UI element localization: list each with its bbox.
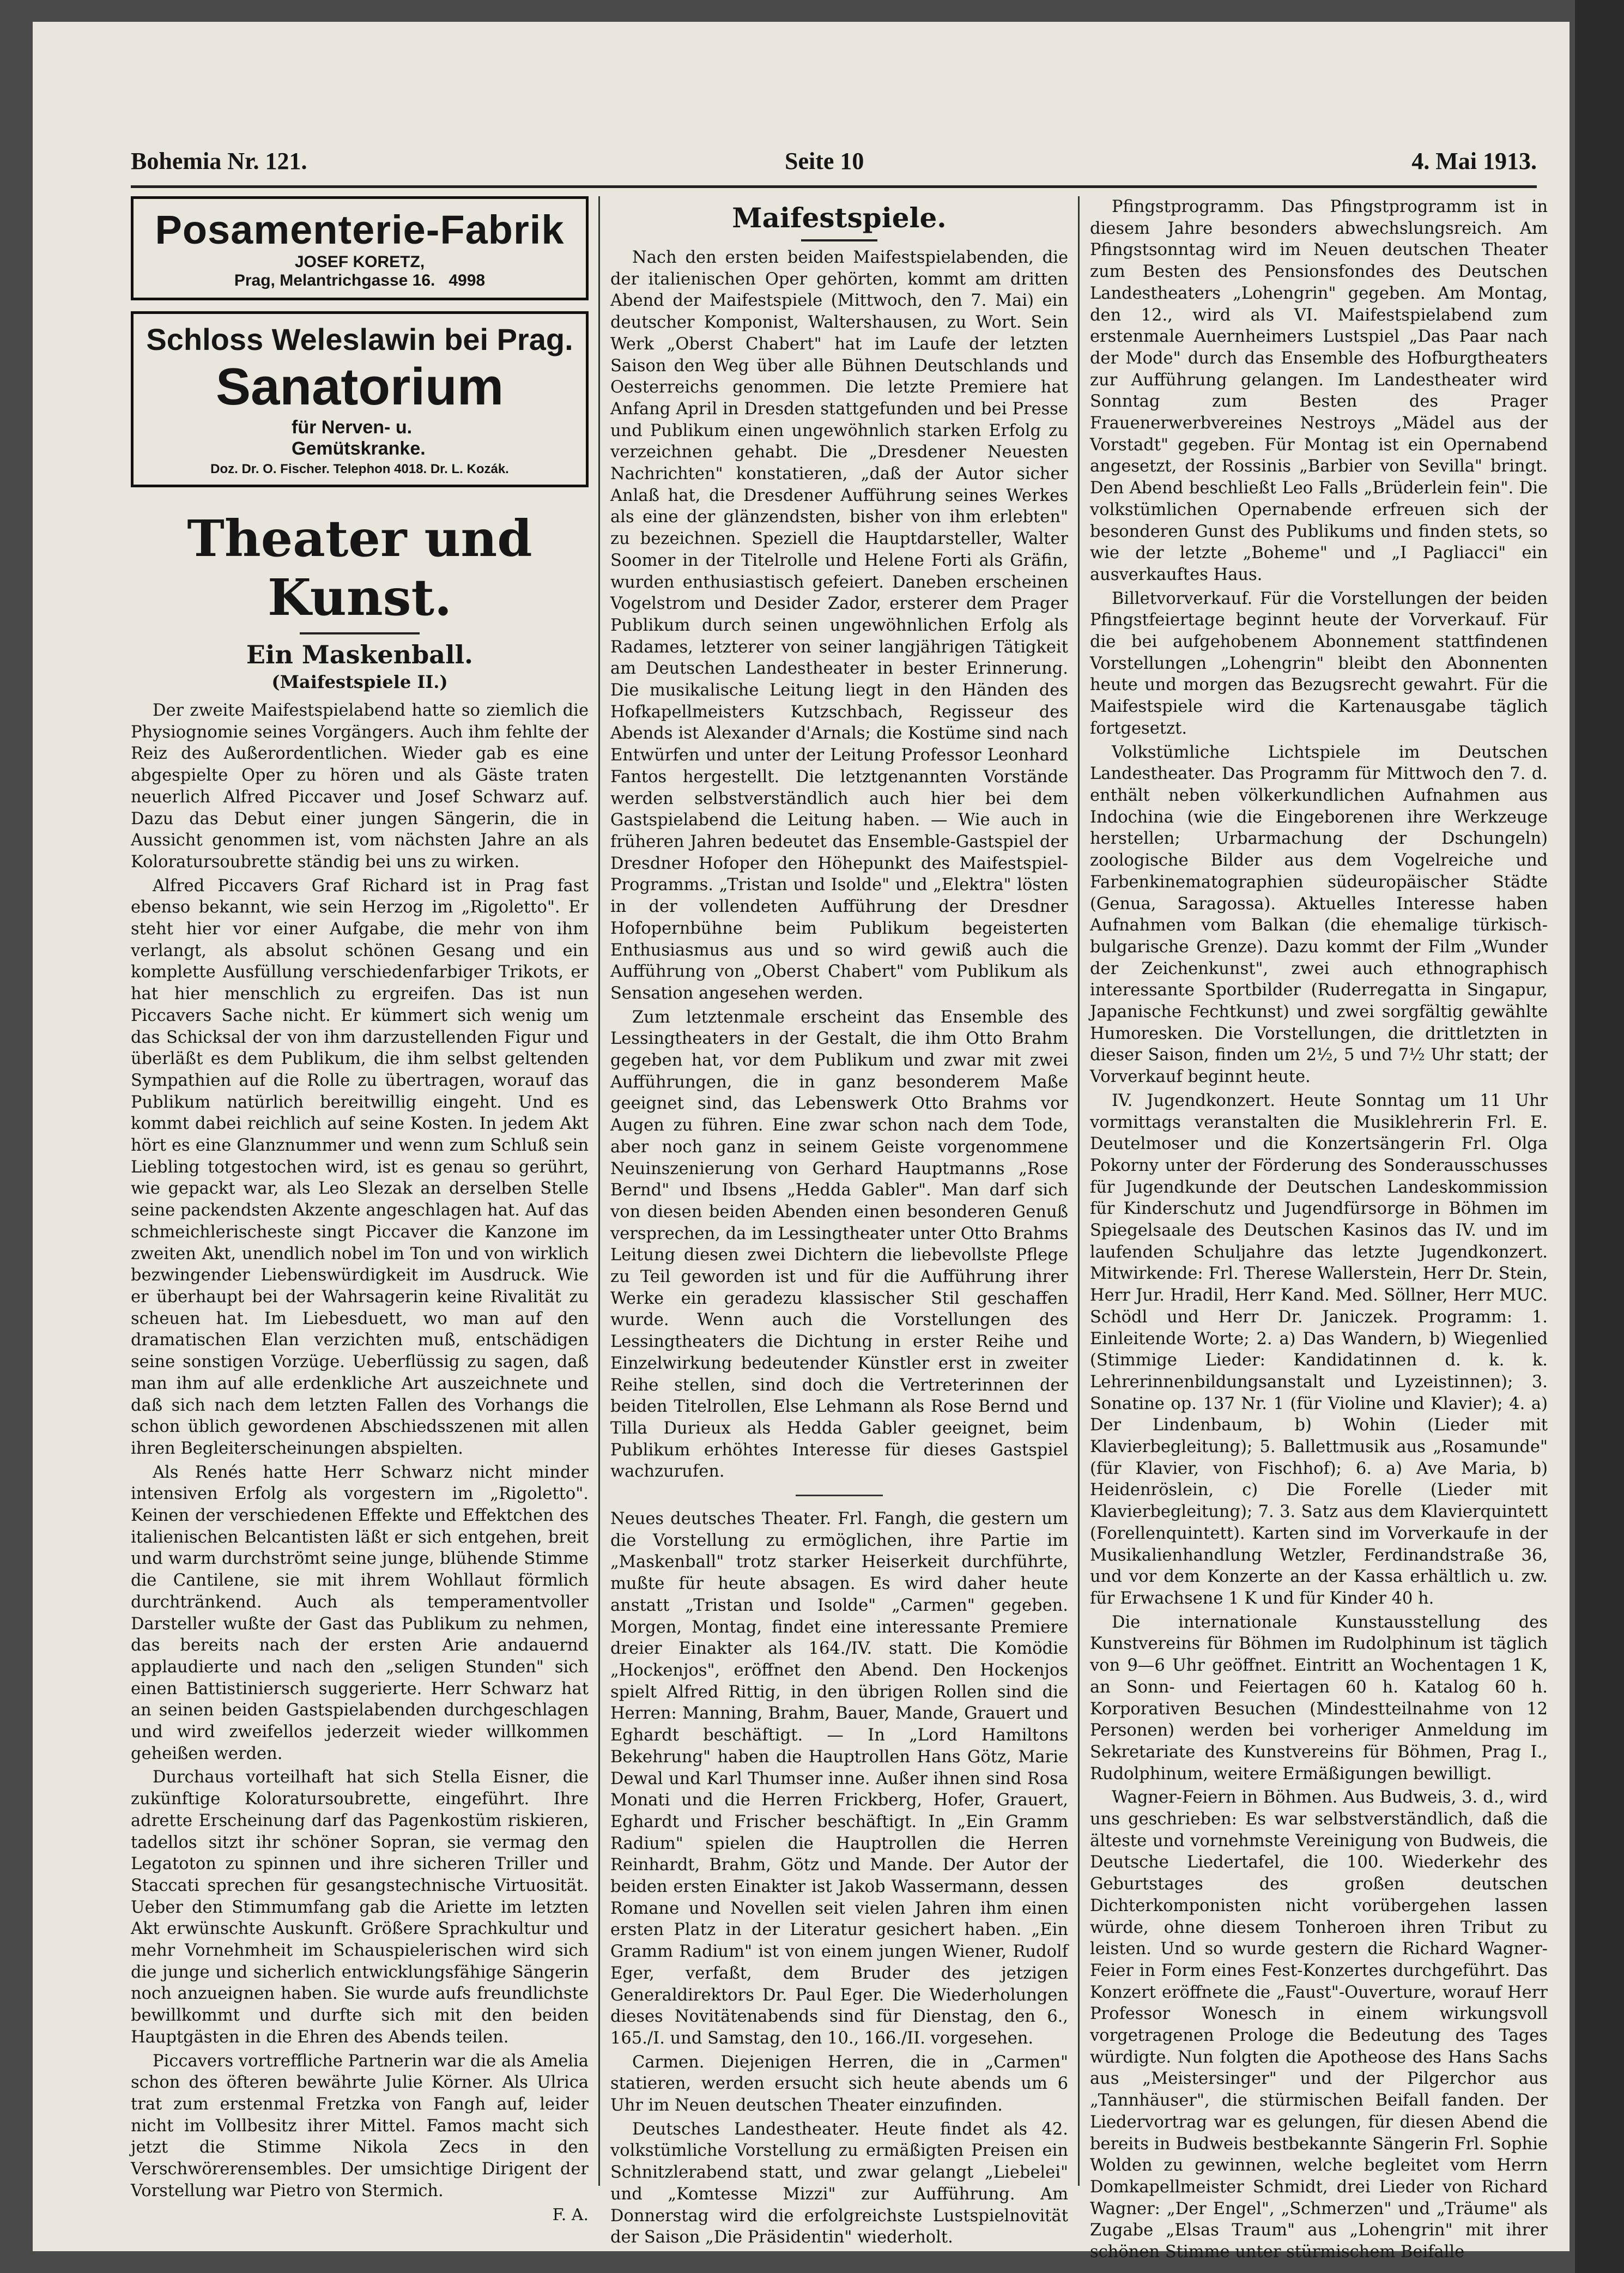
article-paragraph: IV. Jugendkonzert. Heute Sonntag um 11 Uhr vormittags veranstalten die Musiklehrerin Frl. E. Deutelmoser und die Konzertsängerin Frl. Olga Pokorny unter der Förderung des Sonderausschusses für Jugendkunde der Deutschen Landeskommission für Kinderschutz und Jugendfürsorge in Böhmen im Spiegelsaale des Deutschen Kasinos das IV. und im laufenden Schuljahre das letzte Jugendkonzert. Mitwirkende: Frl. Therese Wallerstein, Herr Dr. Stein, Herr Jur. Hradil, Herr Kand. Med. Söllner, Herr MUC. Schödl und Herr Dr. Janiczek. Programm: 1. Einleitende Worte; 2. a) Das Wandern, b) Wiegenlied (Stimmige Lieder: Kandidatinnen d. k. k. Lehrerinnenbildungsanstalt und Lyzeistinnen); 3. Sonatine op. 137 Nr. 1 (für Violine und Klavier); 4. a) Der Lindenbaum, b) Wohin (Lieder mit Klavierbegleitung); 5. Ballettmusik aus „Rosamunde" (für Klavier, von Fischhof); 6. a) Ave Maria, b) Heidenröslein, c) Die Forelle (Lieder mit Klavierbegleitung); 7. 3. Satz aus dem Klavierquintett (Forellenquintett). Karten sind im Vorverkaufe in der Musikalienhandlung Wetzler, Ferdinandstraße 36, und vor dem Konzerte an der Kassa erhältlich u. zw. für Erwachsene 1 K und für Kinder 40 h. xyxy=(1090,1091,1548,1608)
article-subtitle: (Maifestspiele II.) xyxy=(271,672,448,692)
article-paragraph: Durchaus vorteilhaft hat sich Stella Eisner, die zukünftige Koloratursoubrette, eingeführt. Ihre adrette Erscheinung darf das Pagenkostüm riskieren, tadellos sitzt ihr schöner Sopran, sie vermag den Legatoton zu spinnen und ihre sicheren Triller und Staccati sprechen für gesangstechnische Virtuosität. Ueber den Stimmumfang gab die Ariette im letzten Akt erwünschte Auskunft. Größere Sprachkultur und mehr Vornehmheit im Schauspielerischen wird sich die junge und sicherlich entwicklungsfähige Sängerin noch anzueignen haben. Sie wurde aufs freundlichste bewillkommt und durfte sich mit den beiden Hauptgästen in die Ehren des Abends teilen. xyxy=(131,1768,589,2047)
article-paragraph: Zum letztenmale erscheint das Ensemble des Lessingtheaters in der Gestalt, die ihm Otto Brahm gegeben hat, vor dem Publikum und zwar mit zwei Aufführungen, die in ganz besonderem Maße geeignet sind, das Lebenswerk Otto Brahms vor Augen zu führen. Eine zwar schon nach dem Tode, aber noch ganz in seinem Geiste vorgenommene Neuinszenierung von Gerhard Hauptmanns „Rose Bernd" und Ibsens „Hedda Gabler". Man darf sich von diesen beiden Abenden einen besonderen Genuß versprechen, da im Lessingtheater unter Otto Brahms Leitung diesen zwei Dichtern die liebevollste Pflege zu Teil geworden ist und für die Aufführung ihrer Werke ein geradezu klassischer Stil geschaffen wurde. Wenn auch die Vorstellungen des Lessingtheaters die Dichtung in erster Reihe und Einzelwirkung bedeutender Künstler erst in zweiter Reihe stellen, sind doch die Vertreterinnen der beiden Titelrollen, Else Lehmann als Rose Bernd und Tilla Durieux als Hedda Gabler geeignet, beim Publikum erhöhtes Interesse für dieses Gastspiel wachzurufen. xyxy=(610,1007,1068,1482)
article-signature: F. A. xyxy=(552,2205,589,2224)
article-paragraph: Volkstümliche Lichtspiele im Deutschen Landestheater. Das Programm für Mittwoch den 7. d. enthält neben völkerkundlichen Aufnahmen aus Indochina (wie die Eingeborenen ihre Werkzeuge herstellen; Urbarmachung der Dschungeln) zoologische Bilder aus dem Vogelreiche und Farbenkinematographien südeuropäischer Städte (Genua, Saragossa). Aktuelles Interesse haben Aufnahmen vom Balkan (die ehemalige türkisch-bulgarische Grenze). Dazu kommt der Film „Wunder der Zeichenkunst", zwei auch ethnographisch interessante Sportbilder (Ruderregatta in Singapur, Japanische Fechtkunst) und zwei sorgfältig gewählte Humoresken. Die Vorstellungen, die drittletzten in dieser Saison, finden um 2½, 5 und 7½ Uhr statt; der Vorverkauf beginnt heute. xyxy=(1090,742,1548,1087)
column-divider xyxy=(1078,196,1080,2186)
article-paragraph: Die internationale Kunstausstellung des Kunstvereins für Böhmen im Rudolphinum ist täglich von 9—6 Uhr geöffnet. Eintritt an Wochentagen 1 K, an Sonn- und Feiertagen 60 h. Katalog 60 h. Korporativen Besuchen (Mindestteilnahme von 12 Personen) werden bei vorheriger Anmeldung im Sekretariate des Kunstvereins für Böhmen, Prag I., Rudolphinum, weitere Ermäßigungen bewilligt. xyxy=(1090,1612,1548,1784)
article-paragraph: Alfred Piccavers Graf Richard ist in Prag fast ebenso bekannt, wie sein Herzog im „Rigoletto". Er steht hier vor einer Aufgabe, die mehr von ihm verlangt, als absolut schönen Gesang und ein komplette Ausfüllung verschiedenfarbiger Trikots, er hat hier menschlich zu ergreifen. Das ist nun Piccavers Sache nicht. Er kümmert sich wenig um das Schicksal der von ihm darzustellenden Figur und überläßt es dem Publikum, die ihm selbst geltenden Sympathien auf die Rolle zu übertragen, worauf das Publikum natürlich bereitwillig eingeht. Und es kommt dabei reichlich auf seine Kosten. In jedem Akt hört es eine Glanznummer und wenn zum Schluß sein Liebling totgestochen wird, ist es genau so gerührt, wie gepackt war, als Leo Slezak an derselben Stelle seine packendsten Akzente angeschlagen hat. Auf das schmeichlerischeste singt Piccaver die Kanzone im zweiten Akt, unendlich nobel im Ton und von wirklich bezwingender Liebenswürdigkeit im Ausdruck. Wie er überhaupt bei der Wahrsagerin keine Rivalität zu scheuen hat. Im Liebesduett, wo man auf den dramatischen Elan verzichten muß, entschädigen seine sonstigen Vorzüge. Ueberflüssig zu sagen, daß man ihm auf alle erdenkliche Art auszeichnete und daß sich nach dem letzten Fallen des Vorhangs die schon üblich gewordenen Abschiedsszenen mit allen ihren Begleiterscheinungen abspielten. xyxy=(131,876,589,1458)
column-2 xyxy=(610,196,1068,2247)
article-paragraph: Der zweite Maifestspielabend hatte so ziemlich die Physiognomie seines Vorgängers. Auch ihm fehlte der Reiz des Außerordentlichen. Wieder gab es eine abgespielte Oper zu hören und als Gäste traten neuerlich Alfred Piccaver und Josef Schwarz auf. Dazu das Debut einer jungen Sängerin, die in Aussicht genommen ist, vom nächsten Jahre an als Koloratursoubrette ständig bei uns zu wirken. xyxy=(131,701,589,872)
article-paragraph: Pfingstprogramm. Das Pfingstprogramm ist in diesem Jahre besonders abwechslungsreich. Am Pfingstsonntag wird im Neuen deutschen Theater zum Besten des Pensionsfondes des Deutschen Landestheaters „Lohengrin" gegeben. Am Montag, den 12., wird als VI. Maifestspielabend zum erstenmale Auernheimers Lustspiel „Das Paar nach der Mode" durch das Ensemble des Hofburgtheaters zur Aufführung gelangen. Im Landestheater wird Sonntag zum Besten des Prager Frauenerwerbvereines Nestroys „Mädel aus der Vorstadt" gegeben. Für Montag ist ein Opernabend angesetzt, der Rossinis „Barbier von Sevilla" bringt. Den Abend beschließt Leo Falls „Brüderlein fein". Die volkstümlichen Opernabende erfreuen sich der besonderen Gunst des Publikums und finden stets, so wie der letzte „Boheme" und „I Pagliacci" ein ausverkauftes Haus. xyxy=(1090,197,1548,584)
ad-location: Schloss Weleslawin bei Prag. xyxy=(146,322,573,356)
article-separator xyxy=(796,1495,883,1496)
article-paragraph: Carmen. Diejenigen Herren, die in „Carmen" statieren, werden ersucht sich heute abends um 6 Uhr im Neuen deutschen Theater einzufinden. xyxy=(610,2052,1068,2115)
scan-border xyxy=(1575,0,1624,2273)
title-separator xyxy=(801,239,877,241)
ad-contacts: Doz. Dr. O. Fischer. Telephon 4018. Dr. L. Kozák. xyxy=(210,462,509,476)
ad-title: Sanatorium xyxy=(215,358,504,416)
advertisement-posamenterie xyxy=(131,196,589,300)
article-paragraph: Neues deutsches Theater. Frl. Fangh, die gestern um die Vorstellung zu ermöglichen, ihre Partie im „Maskenball" trotz starker Heiserkeit durchführte, mußte für heute absagen. Es wird daher heute anstatt „Tristan und Isolde" „Carmen" gegeben. Morgen, Montag, findet eine interessante Premiere dreier Einakter als 164./IV. statt. Die Komödie „Hockenjos", eröffnet den Abend. Den Hockenjos spielt Alfred Rittig, in den übrigen Rollen sind die Herren: Manning, Brahm, Bauer, Mande, Grauert und Eghardt beschäftigt. — In „Lord Hamiltons Bekehrung" haben die Hauptrollen Hans Götz, Marie Dewal und Karl Thumser inne. Außer ihnen sind Rosa Monati und die Herren Frickberg, Hofer, Grauert, Eghardt und Frischer beschäftigt. In „Ein Gramm Radium" spielen die Hauptrollen die Herren Reinhardt, Brahm, Götz und Mande. Der Autor der beiden ersten Einakter ist Jakob Wassermann, dessen Romane und Novellen seit vielen Jahren ihm einen ersten Platz in der Literatur gesichert haben. „Ein Gramm Radium" ist von einem jungen Wiener, Rudolf Eger, verfaßt, dem Bruder des jetzigen Generaldirektors Dr. Paul Eger. Die Wiederholungen dieses Novitätenabends sind für Dienstag, den 6., 165./I. und Samstag, den 10., 166./II. vorgesehen. xyxy=(610,1509,1068,2048)
article-paragraph: Nach den ersten beiden Maifestspielabenden, die der italienischen Oper gehörten, kommt am dritten Abend der Maifestspiele (Mittwoch, den 7. Mai) ein deutscher Komponist, Waltershausen, zu Wort. Sein Werk „Oberst Chabert" hat im Laufe der letzten Saison den Weg über alle Bühnen Deutschlands und Oesterreichs genommen. Die letzte Premiere hat Anfang April in Dresden stattgefunden und bei Presse und Publikum einen ungewöhnlich starken Erfolg zu verzeichnen gehabt. Die „Dresdener Neuesten Nachrichten" konstatieren, „daß der Autor sicher Anlaß hat, die Dresdener Aufführung seines Werkes als eine der glänzendsten, bisher von ihm erlebten" zu bezeichnen. Speziell die Hauptdarsteller, Walter Soomer in der Titelrolle und Helene Forti als Gräfin, wurden enthusiastisch gefeiert. Daneben erscheinen Vogelstrom und Desider Zador, ersterer dem Prager Publikum durch seinen ungewöhnlichen Erfolg als Radames, letzterer von seiner langjährigen Tätigkeit am Deutschen Landestheater in bester Erinnerung. Die musikalische Leitung liegt in den Händen des Hofkapellmeisters Kutzschbach, Regisseur des Abends ist Alexander d'Arnals; die Kostüme sind nach Entwürfen und unter der Leitung Professor Leonhard Fantos hergestellt. Die letztgenannten Vorstände werden selbstverständlich auch hier bei dem Gastspielabend die Leitung haben. — Wie auch in früheren Jahren bedeutet das Ensemble-Gastspiel der Dresdner Hofoper den Höhepunkt des Maifestspiel-Programms. „Tristan und Isolde" und „Elektra" lösten in der vollendeten Aufführung der Dresdner Hofopernbühne beim Publikum begeisterten Enthusiasmus aus und so wird gewiß auch die Aufführung von „Oberst Chabert" vom Publikum als Sensation angesehen werden. xyxy=(610,248,1068,1003)
header-rule xyxy=(131,185,1537,188)
column-3 xyxy=(1090,196,1548,2262)
article-paragraph: Deutsches Landestheater. Heute findet als 42. volkstümliche Vorstellung zu ermäßigten Preisen ein Schnitzlerabend statt, und zwar gelangt „Liebelei" und „Komtesse Mizzi" zur Aufführung. Am Donnerstag wird die erfolgreichste Lustspielnovität der Saison „Die Präsidentin" wiederholt. xyxy=(610,2119,1068,2247)
header-issue: Bohemia Nr. 121. xyxy=(131,148,307,174)
section-separator xyxy=(300,632,420,634)
article-paragraph: Billetvorverkauf. Für die Vorstellungen der beiden Pfingstfeiertage beginnt heute der Vorverkauf. Für die bei aufgehobenem Abonnement stattfindenen Vorstellungen „Lohengrin" bleibt den Abonnenten heute und morgen das Bezugsrecht gewahrt. Für die Maifestspiele wird die Kartenausgabe täglich fortgesetzt. xyxy=(1090,589,1548,738)
ad-address: Prag, Melantrichgasse 16. 4998 xyxy=(234,271,486,289)
article-paragraph: Wagner-Feiern in Böhmen. Aus Budweis, 3. d., wird uns geschrieben: Es war selbstverständlich, daß die älteste und vornehmste Vereinigung von Budweis, die Deutsche Liedertafel, die 100. Wiederkehr des Geburtstages des großen deutschen Dichterkomponisten nicht vorübergehen lassen würde, ohne diesem Tonheroen ihren Tribut zu leisten. Und so wurde gestern die Richard Wagner-Feier in Form eines Fest-Konzertes durchgeführt. Das Konzert eröffnete die „Faust"-Ouverture, worauf Herr Professor Wonesch in einem wirkungsvoll vorgetragenen Prologe die Bedeutung des Tages würdigte. Nun folgten die Apotheose des Hans Sachs aus „Meistersinger" und der Pilgerchor aus „Tannhäuser", die stürmischen Beifall fanden. Der Liedervortrag war es gelungen, für diesen Abend die bereits in Budweis bestbekannte Sängerin Frl. Sophie Wolden zu gewinnen, welche begleitet vom Herrn Domkapellmeister Schmidt, drei Lieder von Richard Wagner: „Der Engel", „Schmerzen" und „Träume" als Zugabe „Elsas Traum" aus „Lohengrin" mit ihrer schönen Stimme unter stürmischem Beifalle xyxy=(1090,1788,1548,2262)
article-title: Ein Maskenball. xyxy=(246,640,474,669)
article-paragraph: Als Renés hatte Herr Schwarz nicht minder intensiven Erfolg als vorgestern im „Rigoletto". Keinen der verschiedenen Effekte und Effektchen des italienischen Belcantisten läßt er sich entgehen, breit und warm durchströmt seine junge, blühende Stimme die Cantilene, sie mit ihrem Wohllaut förmlich durchtränkend. Auch als temperamentvoller Darsteller wußte der Gast das Publikum zu nehmen, das bereits nach der ersten Arie andauernd applaudierte und nach den „seligen Stunden" sich einen Battistiniersch suggerierte. Herr Schwarz hat an seinen beiden Gastspielabenden durchgeschlagen und wird zweifellos jederzeit wieder willkommen geheißen werden. xyxy=(131,1462,589,1763)
section-title: Theater und Kunst. xyxy=(187,509,532,627)
ad-owner: JOSEF KORETZ, xyxy=(294,253,425,271)
advertisement-sanatorium xyxy=(131,311,589,487)
column-1 xyxy=(131,196,589,2224)
page-header xyxy=(131,136,1537,185)
column-divider xyxy=(598,196,600,2186)
ad-company-name: Posamenterie-Fabrik xyxy=(155,207,565,252)
ad-specialty: für Nerven- u. Gemütskranke. xyxy=(292,417,426,459)
article-title: Maifestspiele. xyxy=(732,202,947,234)
header-page-number: Seite 10 xyxy=(785,148,864,174)
newspaper-page xyxy=(33,22,1570,2262)
article-paragraph: Piccavers vortreffliche Partnerin war die als Amelia schon des öfteren bewährte Julie Körner. Als Ulrica trat zum erstenmal Fretzka von Fangh auf, leider nicht im Vollbesitz ihrer Mittel. Famos macht sich jetzt die Stimme Nikola Zecs in den Verschwörerensembles. Der umsichtige Dirigent der Vorstellung war Pietro von Stermich. xyxy=(131,2051,589,2201)
header-date: 4. Mai 1913. xyxy=(1411,148,1537,174)
